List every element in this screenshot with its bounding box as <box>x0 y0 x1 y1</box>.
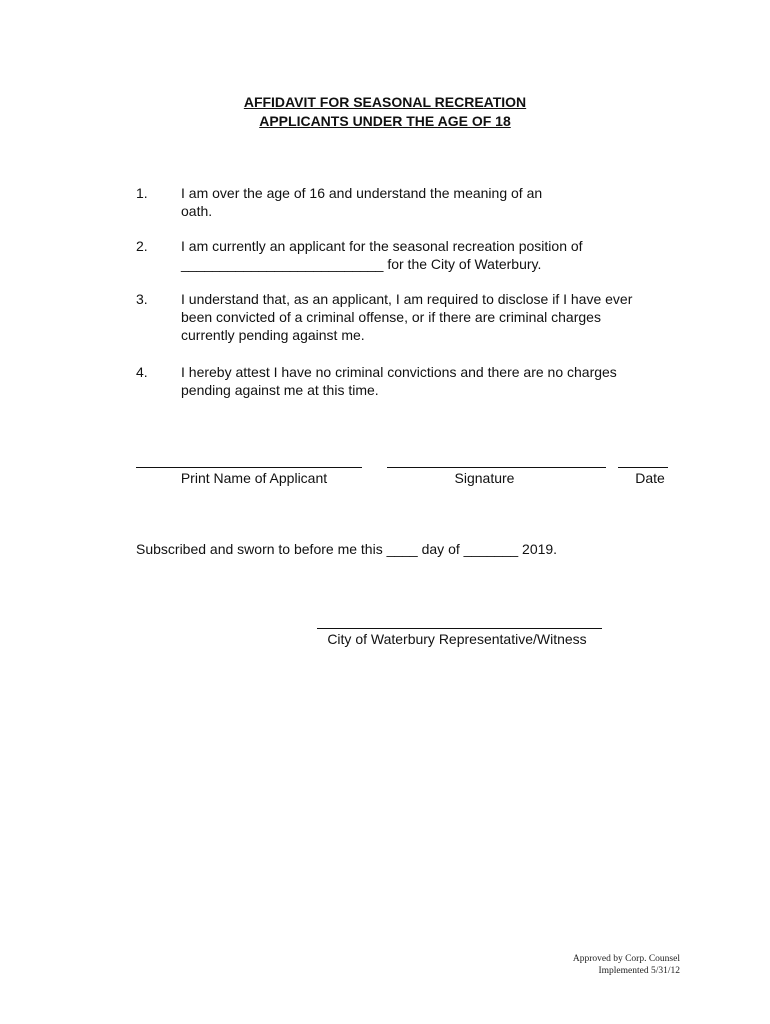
title-line-1: AFFIDAVIT FOR SEASONAL RECREATION <box>243 94 527 110</box>
item-4-line-2: pending against me at this time. <box>181 382 379 398</box>
item-3-line-3: currently pending against me. <box>181 327 365 343</box>
item-1-text <box>181 184 681 220</box>
item-4-number: 4. <box>136 364 148 380</box>
print-name-label: Print Name of Applicant <box>180 470 328 486</box>
title-line-2: APPLICANTS UNDER THE AGE OF 18 <box>259 113 511 129</box>
item-1-number: 1. <box>136 185 148 201</box>
footer-implemented: Implemented 5/31/12 <box>598 966 680 976</box>
signature-label: Signature <box>454 470 515 486</box>
item-1-line-2: oath. <box>181 203 213 219</box>
item-3-line-2: been convicted of a criminal offense, or if there are criminal charges <box>181 309 601 325</box>
print-name-line[interactable] <box>136 467 362 468</box>
item-3-line-1: I understand that, as an applicant, I am required to disclose if I have ever <box>181 291 633 307</box>
date-line[interactable] <box>618 467 668 468</box>
item-3-number: 3. <box>136 291 148 307</box>
witness-signature-line[interactable] <box>317 628 602 629</box>
item-3-text <box>181 290 681 344</box>
footer-approved: Approved by Corp. Counsel <box>572 954 680 964</box>
item-2-number: 2. <box>136 238 148 254</box>
sworn-statement: Subscribed and sworn to before me this ____ day of _______ 2019. <box>136 541 558 557</box>
item-1-line-1: I am over the age of 16 and understand the meaning of an <box>181 185 543 201</box>
item-4-line-1: I hereby attest I have no criminal convictions and there are no charges <box>181 364 617 380</box>
signature-line[interactable] <box>387 467 606 468</box>
witness-label: City of Waterbury Representative/Witness <box>327 631 587 647</box>
item-2-line-2: __________________________ for the City of Waterbury. <box>181 256 542 272</box>
item-2-line-1: I am currently an applicant for the seasonal recreation position of <box>181 238 583 254</box>
item-2-text <box>181 237 681 273</box>
item-4-text <box>181 363 681 399</box>
date-label: Date <box>635 470 665 486</box>
